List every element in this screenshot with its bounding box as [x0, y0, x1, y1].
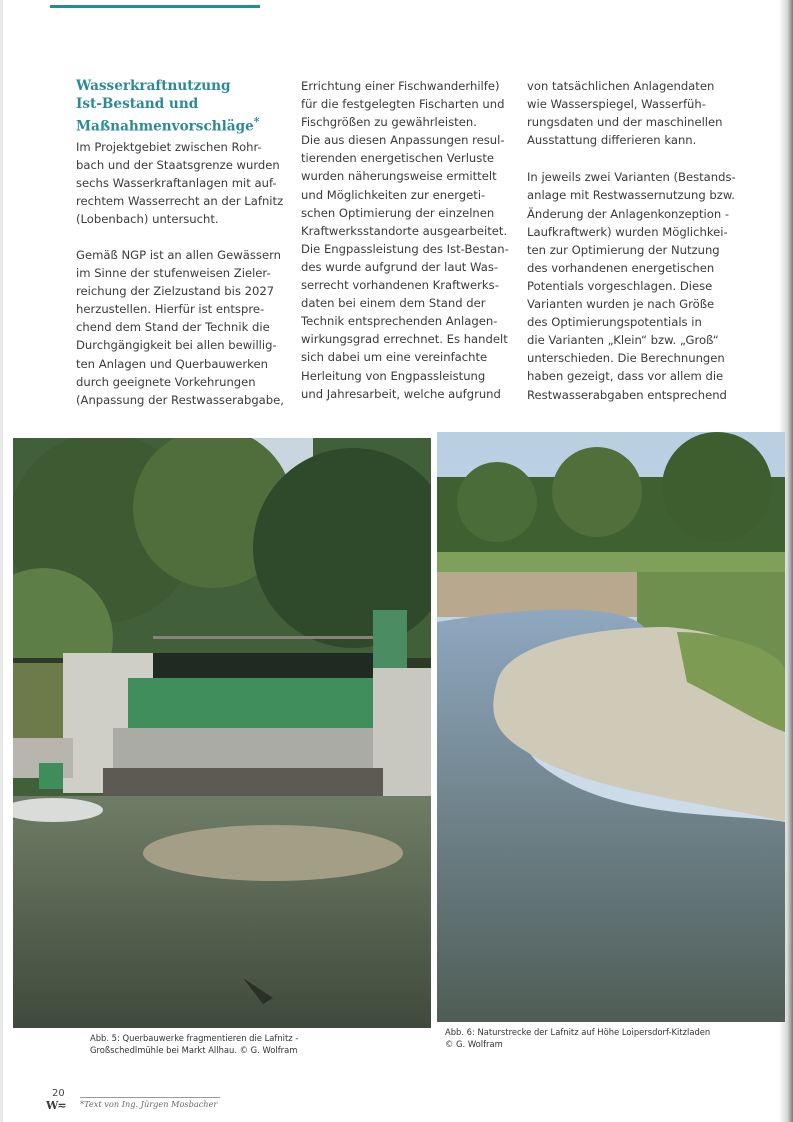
paragraph: Errichtung einer Fischwanderhilfe) für die festgelegten Fischarten und Fischgrößen zu gewährleisten. Die aus diesen Anpassungen resul- tierenden energetischen Verluste wurden näherungsweise ermittelt und Möglichkeiten zur energeti- schen Optimierung der einzelnen Kraftwerksstandorte ausgearbeitet. Die Engpassleistung des Ist-Bestan- des wurde aufgrund der laut Was- serrecht vorhandenen Kraftwerks- daten bei einem dem Stand der Technik entsprechenden Anlagen- wirkungsgrad errechnet. Es handelt sich dabei um eine vereinfachte Herleitung von Engpassleistung und Jahresarbeit, welche aufgrund — [301, 79, 509, 401]
photo-river — [437, 432, 785, 1022]
top-accent-rule — [50, 5, 260, 8]
photo-weir-illustration — [13, 438, 431, 1028]
photo-weir — [13, 438, 431, 1028]
section-heading — [76, 77, 288, 136]
section-heading-text: Wasserkraftnutzung Ist-Bestand und Maßnahmenvorschläge — [76, 78, 254, 135]
publisher-logo: W≂ — [46, 1099, 66, 1112]
figure-caption: Abb. 6: Naturstrecke der Lafnitz auf Höhe Loipersdorf-Kitzladen © G. Wolfram — [445, 1027, 711, 1049]
page-number: 20 — [52, 1088, 65, 1099]
paragraph: von tatsächlichen Anlagendaten wie Wasserspiegel, Wasserfüh- rungsdaten und der maschinellen Ausstattung differieren kann. — [527, 79, 723, 148]
photo-river-illustration — [437, 432, 785, 1022]
footnote-mark: * — [253, 115, 260, 128]
footnote-rule — [80, 1097, 220, 1098]
paragraph: Im Projektgebiet zwischen Rohr- bach und der Staatsgrenze wurden sechs Wasserkraftanlagen mit auf- rechtem Wasserrecht an der Lafnitz (Lobenbach) untersucht. — [76, 139, 284, 226]
paragraph: Gemäß NGP ist an allen Gewässern im Sinne der stufenweisen Zieler- reichung der Zielzustand bis 2027 herzustellen. Hierfür ist entspre- chend dem Stand der Technik die Durchgängigkeit bei allen bewillig- ten Anlagen und Querbauwerken durch geeignete Vorkehrungen (Anpassung der Restwasserabgabe, — [76, 248, 284, 407]
paragraph: In jeweils zwei Varianten (Bestands- anlage mit Restwassernutzung bzw. Änderung der Anlagenkonzeption - Laufkraftwerk) wurden Möglichkei- ten zur Optimierung der Nutzung des vorhandenen energetischen Potentials vorgeschlagen. Diese Varianten wurden je nach Größe des Optimierungspotentials in die Varianten „Klein“ bzw. „Groß“ unterschieden. Die Berechnungen haben gezeigt, dass vor allem die Restwasserabgaben entsprechend — [527, 170, 736, 402]
text-column-2 — [301, 77, 509, 403]
figure-caption: Abb. 5: Querbauwerke fragmentieren die Lafnitz - Großschedlmühle bei Markt Allhau. © G. Wolfram — [90, 1033, 299, 1055]
text-column-3 — [527, 77, 745, 404]
text-column-1 — [76, 77, 288, 409]
footnote: *Text von Ing. Jürgen Mosbacher — [80, 1099, 218, 1109]
page-left-edge — [0, 0, 3, 1122]
